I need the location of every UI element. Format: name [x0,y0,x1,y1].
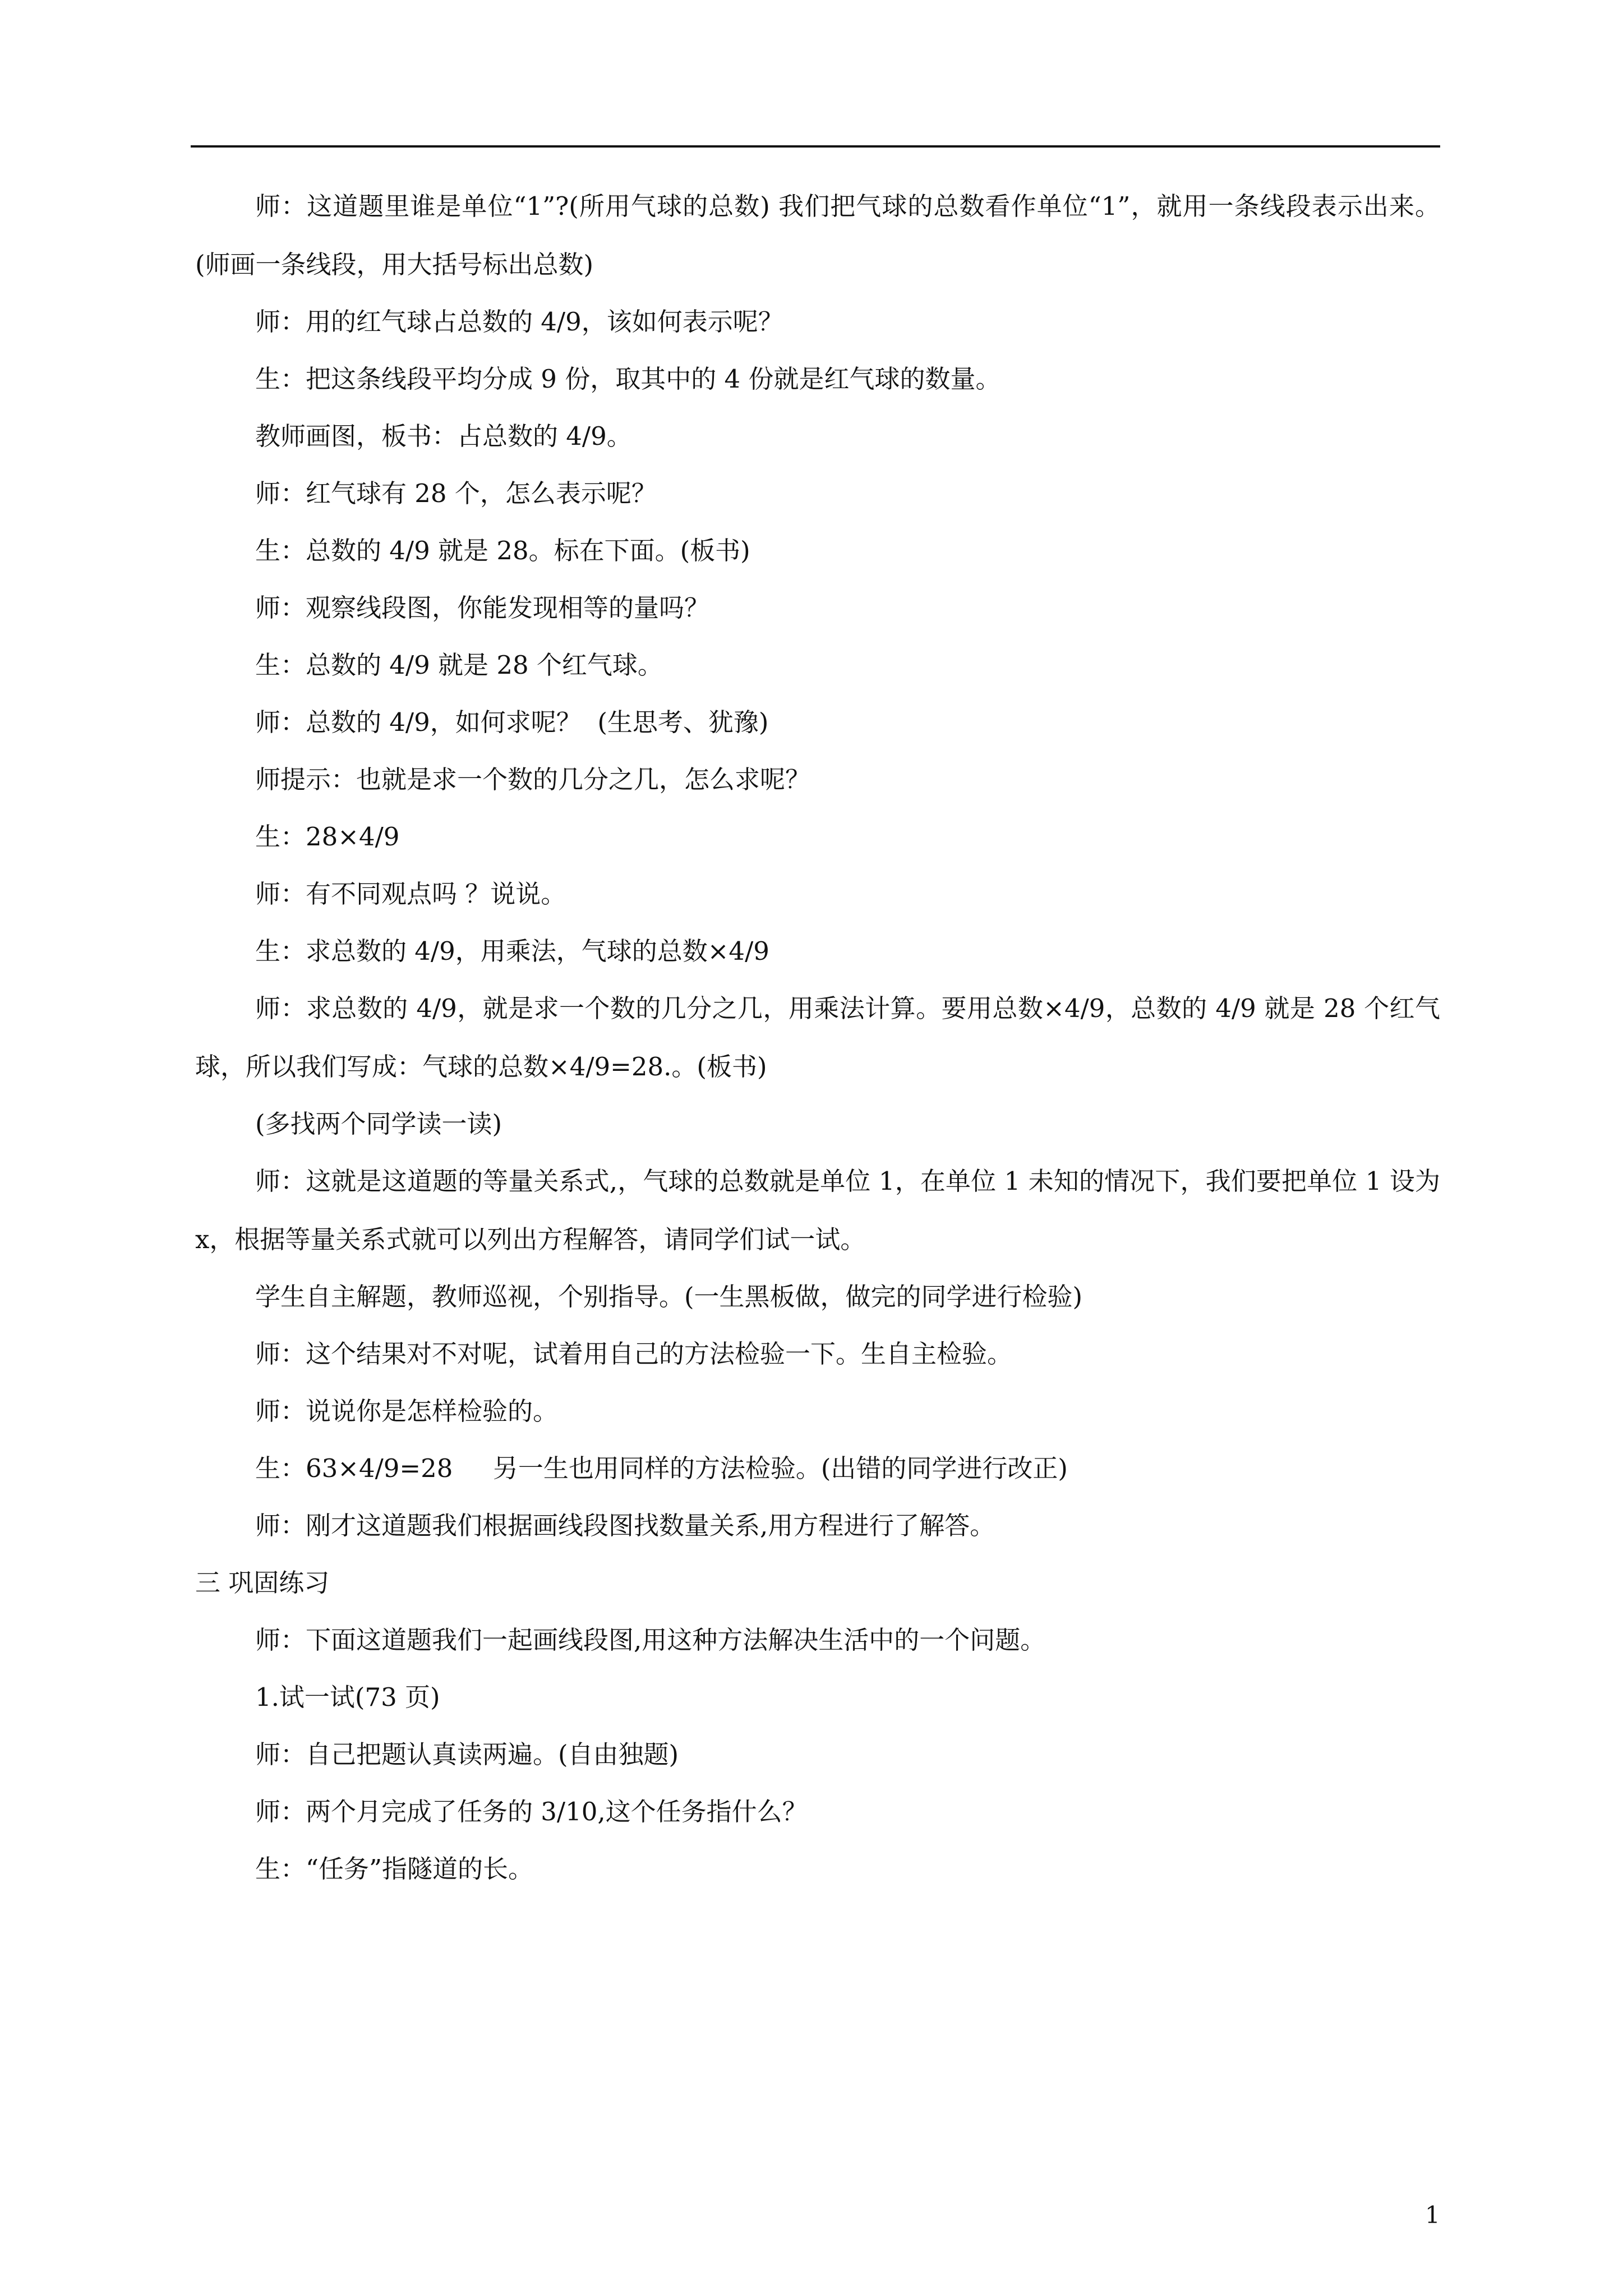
paragraph: 师：下面这道题我们一起画线段图,用这种方法解决生活中的一个问题。 [255,1625,1046,1655]
paragraph: 三 巩固练习 [195,1568,330,1598]
paragraph: (多找两个同学读一读) [255,1109,502,1139]
paragraph: 师：这个结果对不对呢，试着用自己的方法检验一下。生自主检验。 [255,1339,1013,1369]
paragraph: 生：求总数的 4/9，用乘法，气球的总数×4/9 [255,936,769,966]
page-number: 1 [1425,2201,1440,2229]
paragraph: 生：63×4/9=28 另一生也用同样的方法检验。(出错的同学进行改正) [255,1453,1068,1483]
paragraph: 师：有不同观点吗 ？说说。 [255,879,566,909]
paragraph: 师：自己把题认真读两遍。(自由独题) [255,1740,679,1769]
paragraph: 1.试一试(73 页) [255,1682,440,1712]
paragraph: 生：总数的 4/9 就是 28。标在下面。(板书) [255,536,750,565]
paragraph: 师：这就是这道题的等量关系式,，气球的总数就是单位 1，在单位 1 未知的情况下，我们要把单位 1 设为 x，根据等量关系式就可以列出方程解答，请同学们试一试。 [195,1166,1449,1254]
paragraph: 师：说说你是怎样检验的。 [255,1396,559,1426]
paragraph: 师：观察线段图，你能发现相等的量吗？ [255,593,710,623]
header-rule [191,145,1440,148]
paragraph: 师：求总数的 4/9，就是求一个数的几分之几，用乘法计算。要用总数×4/9，总数的 4/9 就是 28 个红气球，所以我们写成：气球的总数×4/9=28.。(板书) [195,993,1440,1082]
paragraph: 师：两个月完成了任务的 3/10,这个任务指什么？ [255,1797,808,1826]
paragraph: 学生自主解题，教师巡视，个别指导。(一生黑板做，做完的同学进行检验) [255,1282,1083,1312]
paragraph: 教师画图，板书：占总数的 4/9。 [255,421,632,451]
paragraph: 生：总数的 4/9 就是 28 个红气球。 [255,650,663,680]
paragraph: 师：这道题里谁是单位“1”?(所用气球的总数) 我们把气球的总数看作单位“1”，就用一条线段表示出来。(师画一条线段，用大括号标出总数) [195,191,1440,279]
paragraph: 师：总数的 4/9，如何求呢？ (生思考、犹豫) [255,707,769,737]
paragraph: 生：把这条线段平均分成 9 份，取其中的 4 份就是红气球的数量。 [255,364,1001,394]
paragraph: 师：红气球有 28 个，怎么表示呢？ [255,478,657,508]
document-body [195,190,1449,1910]
paragraph: 生：28×4/9 [255,822,400,852]
paragraph: 师提示：也就是求一个数的几分之几，怎么求呢？ [255,765,811,794]
paragraph: 师：用的红气球占总数的 4/9，该如何表示呢？ [255,307,783,337]
paragraph: 生：“任务”指隧道的长。 [255,1854,534,1884]
paragraph: 师：刚才这道题我们根据画线段图找数量关系,用方程进行了解答。 [255,1511,995,1540]
